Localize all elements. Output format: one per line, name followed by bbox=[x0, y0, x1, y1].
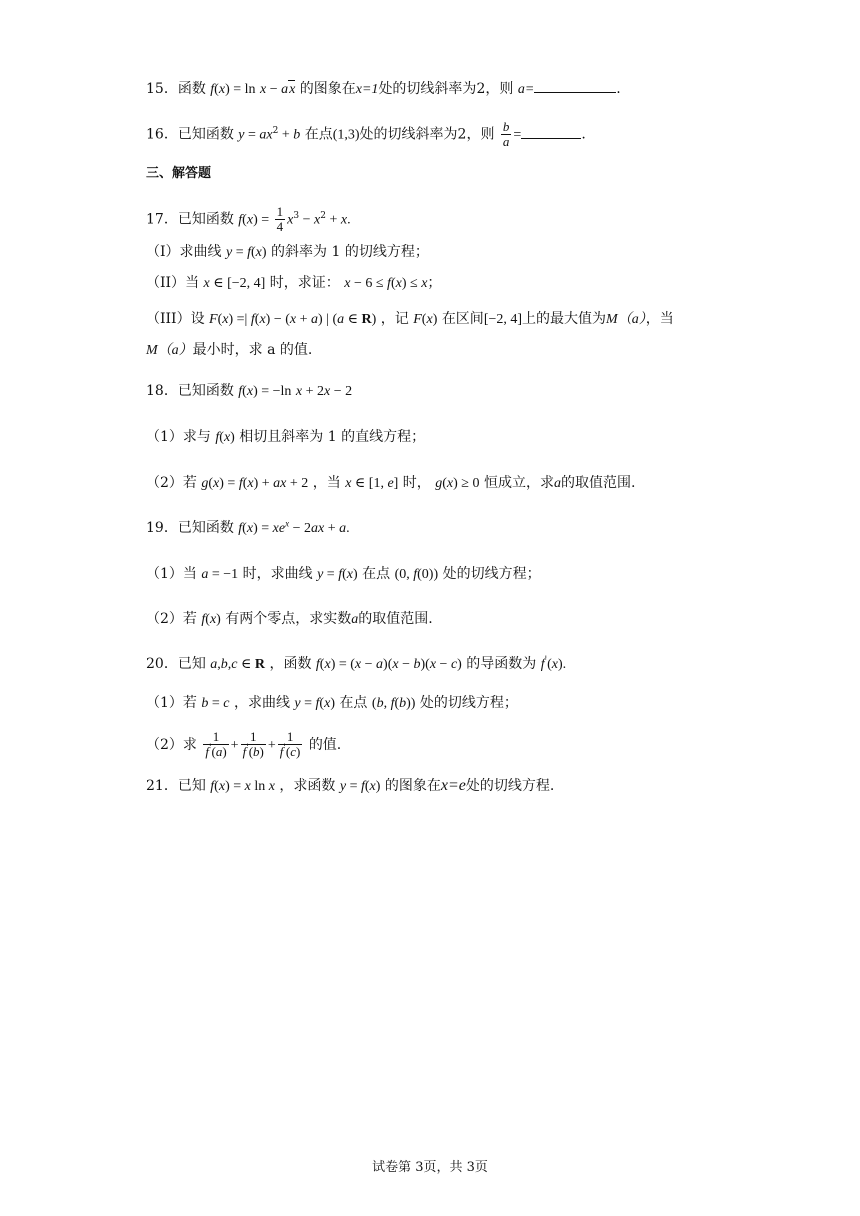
fraction-b-over-a: $\frac{b}{a}$ bbox=[502, 119, 510, 149]
question-18-part-1: （1）求与 f(x) 相切且斜率为 1 的直线方程； bbox=[146, 429, 426, 445]
formula: f bbox=[210, 82, 215, 97]
question-20-part-2: （2）求 $\frac{1}{f'(a)}$ + $\frac{1}{f'(b)}$ + $\frac{1}{f'(c)}$ 的值. bbox=[146, 729, 342, 759]
question-15: 15．函数 f(x) = ln x − ax 的图象在x=1处的切线斜率为2，则 a= . bbox=[146, 78, 621, 100]
question-17: 17．已知函数 f(x) = $\frac{1}{4}$ $x^3 - x^2 + x$. bbox=[146, 204, 351, 234]
answer-blank[interactable] bbox=[521, 124, 581, 139]
question-21: 21．已知 f(x) = x ln x ，求函数 y = f(x) 的图象在x=e处的切线方程. bbox=[146, 777, 555, 794]
answer-blank[interactable] bbox=[534, 78, 616, 93]
page-footer: 试卷第 3页，共 3页 bbox=[372, 1160, 488, 1175]
question-19-part-2: （2）若 f(x) 有两个零点，求实数a的取值范围. bbox=[146, 611, 433, 627]
question-17-part-2: （II）当 x ∈ [−2, 4] 时，求证： x − 6 ≤ f(x) ≤ x； bbox=[146, 275, 442, 291]
question-17-part-1: （I）求曲线 y = f(x) 的斜率为 1 的切线方程； bbox=[146, 244, 429, 260]
question-16: 16．已知函数 $y = ax^2 + b$ 在点(1,3)处的切线斜率为2，则 $\frac{b}{a}$ = . bbox=[146, 119, 586, 149]
question-19-part-1: （1）当 a = −1 时，求曲线 y = f(x) 在点 (0, f(0)) 处的切线方程； bbox=[146, 566, 541, 582]
question-17-part-3-continued: M（a）最小时，求 a 的值. bbox=[146, 342, 313, 358]
question-18-part-2: （2）若 g(x) = f(x) + ax + 2 ，当 x ∈ [1, e] 时， g(x) ≥ 0 恒成立，求a的取值范围. bbox=[146, 475, 636, 491]
question-17-part-3: （III）设 F(x) =| f(x) − (x + a) | (a ∈ R) ，记 F(x) 在区间[−2, 4]上的最大值为M（a），当 bbox=[146, 311, 674, 327]
question-19: 19．已知函数 $f(x) = xe^x - 2ax + a$. bbox=[146, 518, 350, 536]
question-18: 18．已知函数 f(x) = −ln x + 2x − 2 bbox=[146, 383, 353, 399]
section-heading: 三、解答题 bbox=[146, 166, 212, 181]
question-20: 20．已知 a,b,c ∈ R ，函数 f(x) = (x − a)(x − b)(x − c) 的导函数为 f'(x). bbox=[146, 655, 567, 672]
question-20-part-1: （1）若 b = c ，求曲线 y = f(x) 在点 (b, f(b)) 处的切线方程； bbox=[146, 695, 518, 711]
